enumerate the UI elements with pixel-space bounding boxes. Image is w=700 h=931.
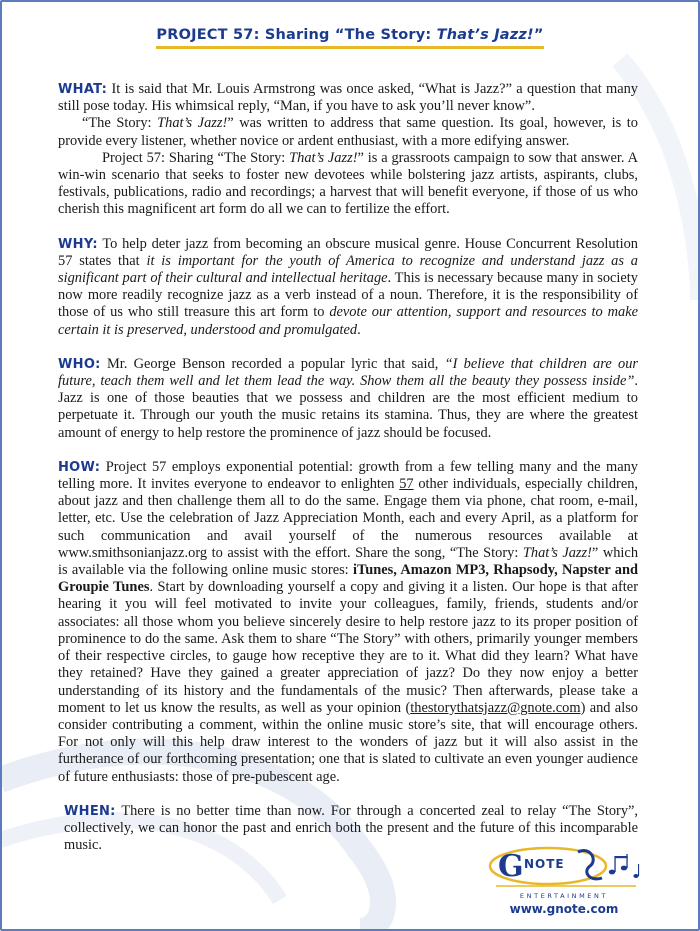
article-body — [58, 81, 638, 871]
how-heading: HOW: — [58, 459, 101, 475]
what-paragraph-3: Project 57: Sharing “The Story: That’s Jazz!” is a grassroots campaign to sow that answer. A win-win scenario that seeks to foster new devotees while bolstering jazz artists, aspirants, clubs, festivals, publications, radio and recordings; a harvest that will benefit everyone, if those of us who cherish this magnificent art form do all we can to fertilize the effort. — [58, 149, 638, 218]
svg-text:NOTE: NOTE — [524, 857, 565, 871]
section-how — [58, 459, 638, 786]
what-paragraph-2: “The Story: That’s Jazz!” was written to address that same question. Its goal, however, is to provide every listener, whether novice or ardent enthusiast, with a more edifying answer. — [58, 115, 639, 149]
logo-tagline: ENTERTAINMENT — [519, 892, 609, 900]
when-paragraph: WHEN: There is no better time than now. For through a concerted zeal to relay “The Story”, collectively, we can honor the past and enrich both the present and the future of this incomparable music. — [64, 802, 638, 854]
who-paragraph: WHO: Mr. George Benson recorded a popular lyric that said, “I believe that children are our future, teach them well and let them lead the way. Show them all the beauty they possess inside”. Jazz is one of those beauties that we possess and children are the most efficient medium to perpetuate it. Through our youth the music retains its stamina. Thus, they are where the greatest amount of energy to help restore the prominence of jazz should be focused. — [58, 355, 638, 441]
gnote-logo-mark — [486, 842, 646, 892]
website-url[interactable]: www.gnote.com — [509, 902, 619, 916]
why-heading: WHY: — [58, 236, 98, 252]
title-bar — [0, 26, 700, 49]
how-paragraph: HOW: Project 57 employs exponential potential: growth from a few telling many and the many telling more. It invites everyone to endeavor to enlighten 57 other individuals, especially children, about jazz and then challenge them all to do the same. Engage them via phone, chat room, e-mail, letter, etc. Use the celebration of Jazz Appreciation Month, each and every April, as a platform for such communication and avail yourself of the numerous resources available at www.smithsonianjazz.org to assist with the effort. Share the song, “The Story: That’s Jazz!” which is available via the following online music stores: iTunes, Amazon MP3, Rhapsody, Napster and Groupie Tunes. Start by downloading yourself a copy and giving it a listen. Our hope is that after hearing it you will feel motivated to invite your colleagues, family, friends, students and/or associates: all those whom you believe sincerely desire to help restore jazz to its proper position of prominence to do the same. Ask them to share “The Story” with others, primarily younger members of their respective circles, to gauge how receptive they are to it. What did they learn? What have they retained? Have they gained a greater appreciation of jazz? Do they now enjoy a better understanding of its history and the fundamentals of the music? Then afterwards, please take a moment to let us know the results, as well as your opinion (thestorythatsjazz@gnote.com) and also consider contributing a comment, within the online music store’s site, that will encourage others. For not only will this help draw interest to the wonders of jazz but it will also assist in the furtherance of our forthcoming presentation; one that is slated to cultivate an even younger audience of future enthusiasts: those of pre-pubescent age. — [58, 458, 639, 785]
gnote-logo — [486, 842, 646, 924]
section-who — [58, 356, 638, 442]
svg-text:G: G — [498, 849, 524, 884]
page-title: PROJECT 57: Sharing “The Story: That’s Jazz!” — [156, 27, 543, 49]
what-paragraph-1: WHAT: It is said that Mr. Louis Armstrong was once asked, “What is Jazz?” a question that many still pose today. His whimsical reply, “Man, if you have to ask you’ll never know”. — [58, 81, 638, 115]
when-heading: WHEN: — [64, 803, 116, 819]
email-link[interactable]: thestorythatsjazz@gnote.com — [410, 699, 581, 716]
music-notes-icon — [609, 854, 639, 878]
section-what — [58, 81, 638, 219]
what-heading: WHAT: — [58, 82, 108, 97]
who-heading: WHO: — [58, 356, 101, 372]
section-why — [58, 236, 638, 339]
why-paragraph: WHY: To help deter jazz from becoming an obscure musical genre. House Concurrent Resolution 57 states that it is important for the youth of America to recognize and understand jazz as a significant part of their cultural and intellectual heritage. This is necessary because many in society now more readily recognize jazz as a verb instead of a noun. Therefore, it is the responsibility of those of us who still treasure this art form to devote our attention, support and resources to make certain it is preserved, understood and promulgated. — [58, 235, 639, 338]
